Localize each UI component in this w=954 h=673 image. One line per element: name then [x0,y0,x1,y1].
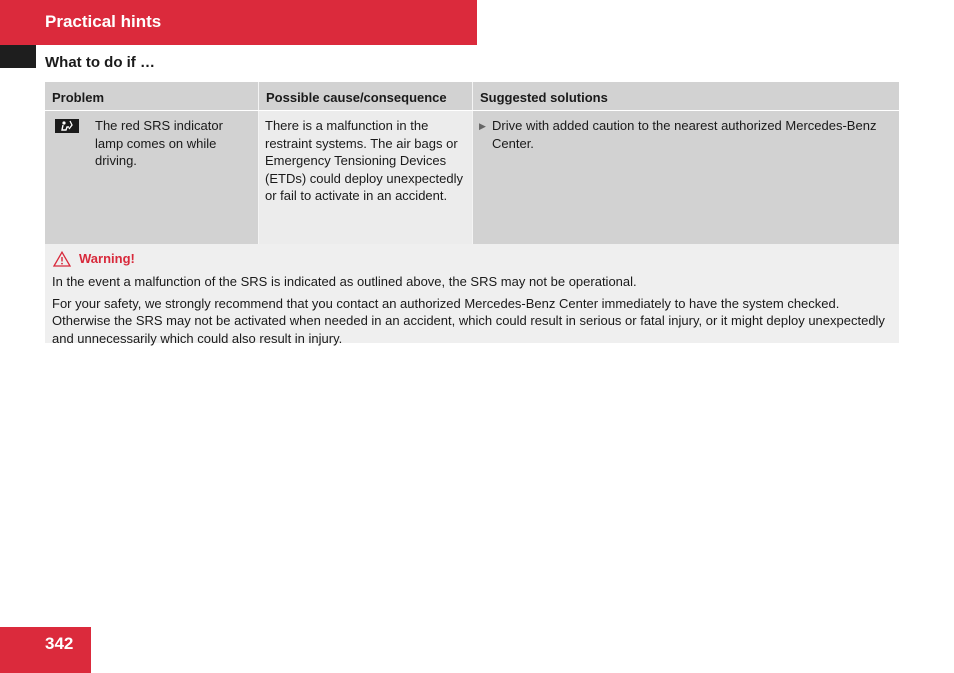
table-header-row [45,82,899,110]
troubleshooting-table [45,82,899,254]
warning-triangle-icon [53,251,71,267]
warning-paragraph: For your safety, we strongly recommend that you contact an authorized Mercedes-Benz Center immediately to have the system checked. Otherwise the SRS may not be activated when needed in an accident, which could result in serious or fatal injury, or it might deploy unexpectedly and unnecessarily which could also result in injury. [52,295,885,346]
warning-title: Warning! [79,251,135,267]
warning-title-row [52,249,892,269]
bullet-triangle-icon: ▶ [479,121,486,131]
warning-paragraph: In the event a malfunction of the SRS is indicated as outlined above, the SRS may not be operational. [52,274,637,289]
column-header-cause: Possible cause/consequence [258,82,472,110]
column-header-problem: Problem [52,90,105,105]
warning-box [45,244,899,346]
problem-text: The red SRS indicator lamp comes on while driving. [95,118,223,168]
section-heading: What to do if … [45,54,155,71]
page-number [0,627,91,673]
chapter-title: Practical hints [45,12,162,31]
page-number-text: 342 [45,634,74,653]
section-tab-marker [0,45,36,68]
solution-text: Drive with added caution to the nearest authorized Mercedes-Benz Center. [492,118,877,151]
problem-cell [45,111,258,254]
solution-cell [472,111,899,254]
table-row [45,111,899,254]
chapter-header [0,0,477,45]
column-header-solution: Suggested solutions [472,82,899,110]
cause-cell: There is a malfunction in the restraint systems. The air bags or Emergency Tensioning Devices (ETDs) could deploy unexpectedly or fail to activate in an accident. [258,111,472,254]
srs-warning-lamp-icon [55,119,79,133]
